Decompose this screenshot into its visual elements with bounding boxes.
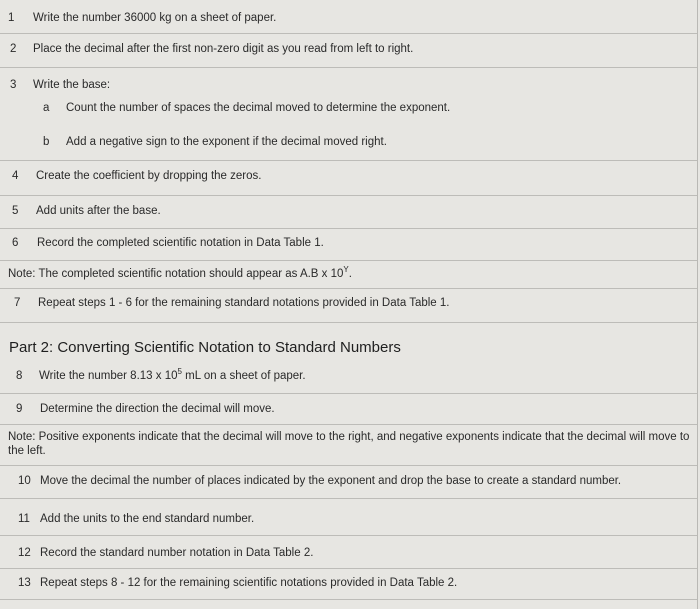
step-4-number: 4: [12, 170, 19, 182]
row-divider: [0, 33, 697, 34]
step-13-number: 13: [18, 577, 31, 589]
step-7-text: Repeat steps 1 - 6 for the remaining standard notations provided in Data Table 1.: [38, 297, 450, 309]
step-9-number: 9: [16, 403, 23, 415]
step-2-text: Place the decimal after the first non-zero digit as you read from left to right.: [33, 43, 414, 55]
row-divider: [0, 288, 697, 289]
row-divider: [0, 599, 697, 600]
step-3b-letter: b: [43, 136, 50, 148]
part2-heading: Part 2: Converting Scientific Notation to Standard Numbers: [9, 339, 401, 356]
step-12-text: Record the standard number notation in Data Table 2.: [40, 547, 314, 559]
row-divider: [0, 568, 697, 569]
step-8-text: Write the number 8.13 x $10^5$ mL on a sheet of paper.: [39, 367, 306, 382]
step-8-number: 8: [16, 370, 23, 382]
right-border: [697, 0, 698, 609]
step-2-number: 2: [10, 43, 17, 55]
row-divider: [0, 498, 697, 499]
step-4-text: Create the coefficient by dropping the zeros.: [36, 170, 262, 182]
step-5-number: 5: [12, 205, 19, 217]
step-3b-text: Add a negative sign to the exponent if the decimal moved right.: [66, 136, 387, 148]
row-divider: [0, 260, 697, 261]
step-10-text: Move the decimal the number of places indicated by the exponent and drop the base to create a standard number.: [40, 475, 622, 487]
step-7-number: 7: [14, 297, 21, 309]
row-divider: [0, 67, 697, 68]
step-6-number: 6: [12, 237, 19, 249]
step-3-number: 3: [10, 79, 17, 91]
step-5-text: Add units after the base.: [36, 205, 161, 217]
step-1-text: Write the number 36000 kg on a sheet of paper.: [33, 12, 277, 24]
row-divider: [0, 465, 697, 466]
step-12-number: 12: [18, 547, 31, 559]
step-10-number: 10: [18, 475, 31, 487]
step-3a-letter: a: [43, 102, 50, 114]
step-9-text: Determine the direction the decimal will move.: [40, 403, 275, 415]
step-13-text: Repeat steps 8 - 12 for the remaining scientific notations provided in Data Table 2.: [40, 577, 458, 589]
row-divider: [0, 195, 697, 196]
step-6-text: Record the completed scientific notation in Data Table 1.: [37, 237, 324, 249]
step-1-number: 1: [8, 12, 15, 24]
row-divider: [0, 393, 697, 394]
step-3a-text: Count the number of spaces the decimal moved to determine the exponent.: [66, 102, 451, 114]
step-11-text: Add the units to the end standard number.: [40, 513, 255, 525]
row-divider: [0, 424, 697, 425]
row-divider: [0, 228, 697, 229]
note-exponent-direction: Note: Positive exponents indicate that the decimal will move to the right, and negative exponents indicate that the decimal will move to the left.: [8, 431, 690, 457]
row-divider: [0, 322, 697, 323]
step-3-text: Write the base:: [33, 79, 111, 91]
row-divider: [0, 535, 697, 536]
note-scientific-format: Note: The completed scientific notation should appear as A.B x $10^Y$.: [8, 265, 352, 280]
step-11-number: 11: [18, 513, 30, 525]
row-divider: [0, 160, 697, 161]
